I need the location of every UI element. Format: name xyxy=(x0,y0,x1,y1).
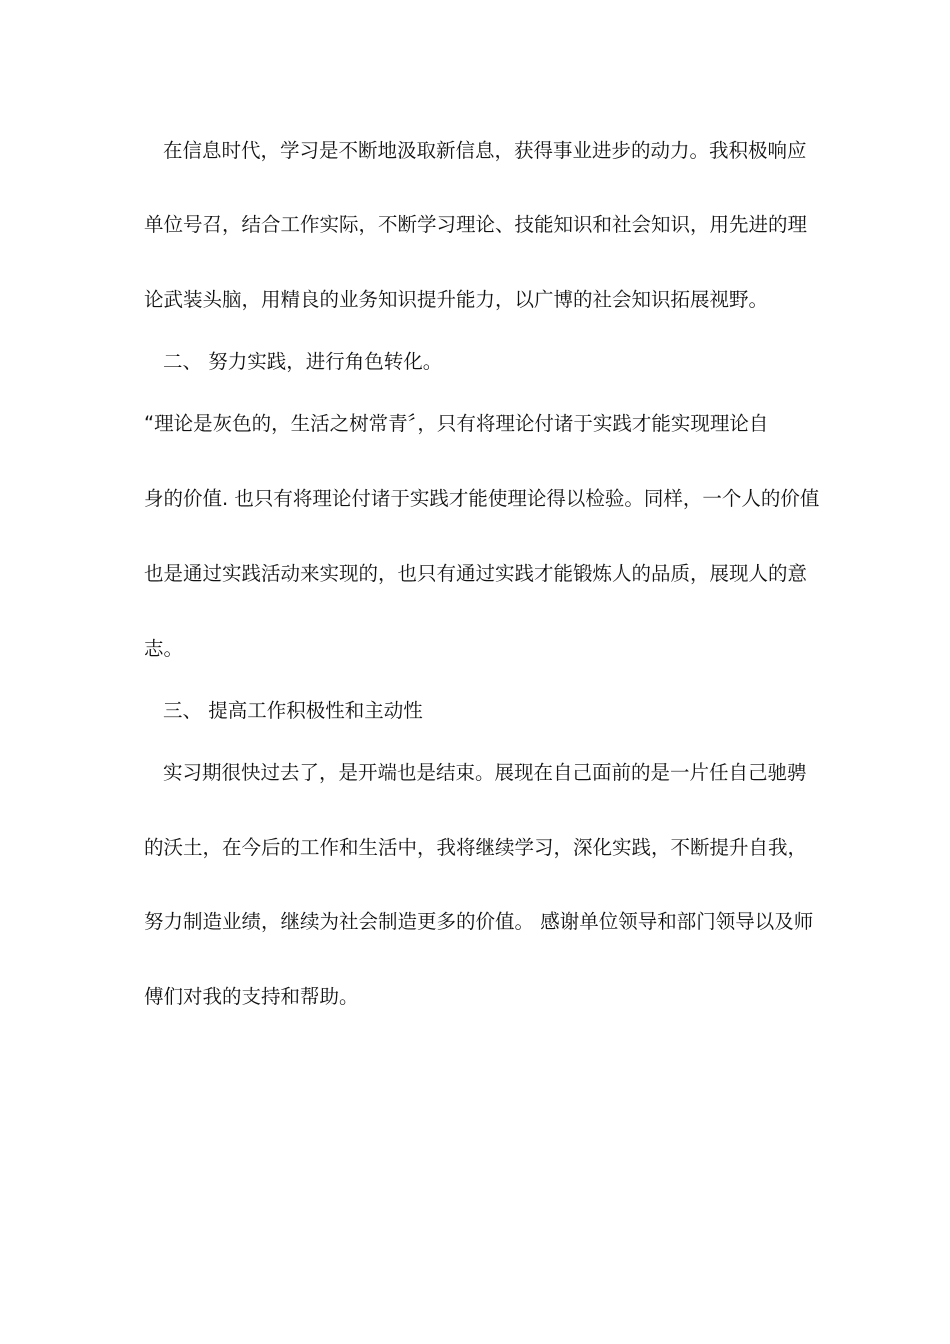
paragraph-1-line-1: 在信息时代，学习是不断地汲取新信息，获得事业进步的动力。我积极响应 xyxy=(163,139,807,162)
paragraph-2-line-4: 志。 xyxy=(144,637,184,660)
section-heading-3: 三、 提高工作积极性和主动性 xyxy=(163,699,423,722)
section-heading-2: 二、 努力实践，进行角色转化。 xyxy=(163,350,443,373)
paragraph-1-line-2: 单位号召，结合工作实际，不断学习理论、技能知识和社会知识，用先进的理 xyxy=(144,213,808,236)
paragraph-3-line-1: 实习期很快过去了，是开端也是结束。展现在自己面前的是一片任自己驰骋 xyxy=(163,761,807,784)
paragraph-2-line-3: 也是通过实践活动来实现的，也只有通过实践才能锻炼人的品质，展现人的意 xyxy=(144,562,808,585)
paragraph-3-line-2: 的沃土，在今后的工作和生活中，我将继续学习，深化实践，不断提升自我， xyxy=(144,836,808,859)
paragraph-3-line-3: 努力制造业绩，继续为社会制造更多的价值。 感谢单位领导和部门领导以及师 xyxy=(144,910,814,933)
paragraph-2-line-1: “理论是灰色的，生活之树常青〞，只有将理论付诸于实践才能实现理论自 xyxy=(144,412,769,435)
paragraph-2-line-2: 身的价值. 也只有将理论付诸于实践才能使理论得以检验。同样，一个人的价值 xyxy=(144,487,820,510)
paragraph-3-line-4: 傅们对我的支持和帮助。 xyxy=(144,985,359,1008)
paragraph-1-line-3: 论武装头脑，用精良的业务知识提升能力，以广博的社会知识拓展视野。 xyxy=(144,288,769,311)
